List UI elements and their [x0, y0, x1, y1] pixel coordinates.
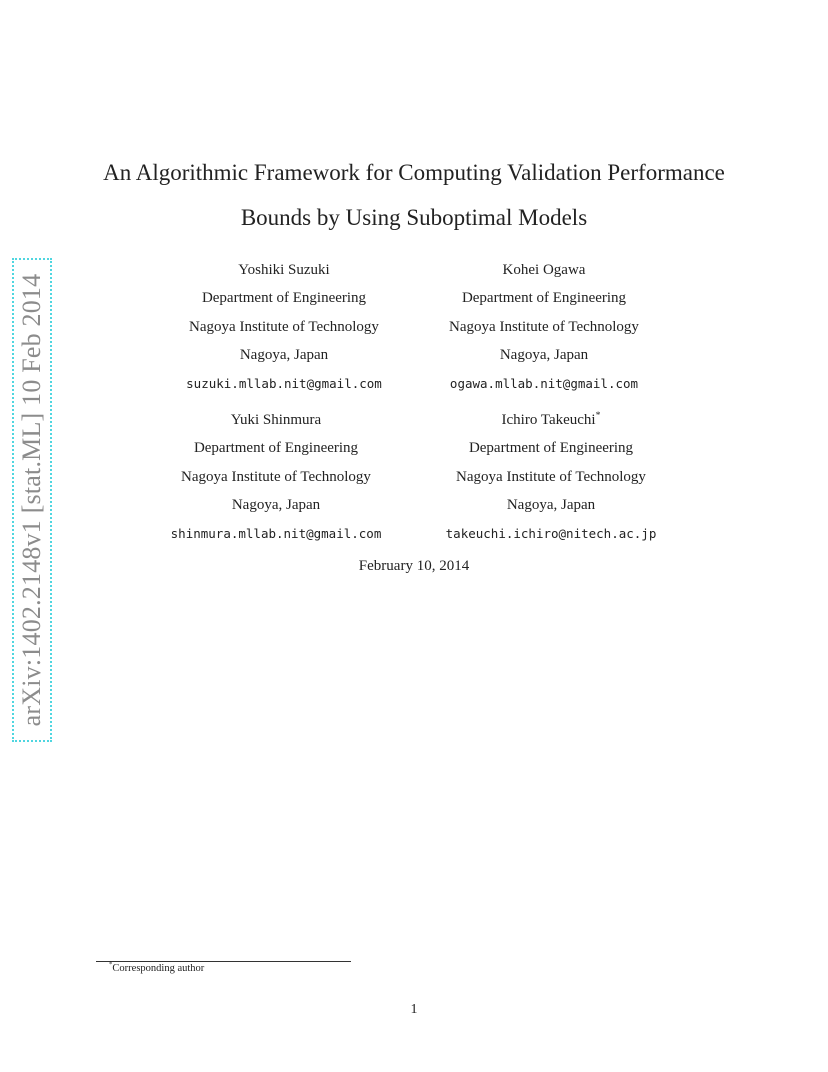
author-department: Department of Engineering [468, 440, 634, 457]
author-department: Department of Engineering [461, 290, 627, 307]
author-institution: Nagoya Institute of Technology [456, 468, 646, 485]
author-department: Department of Engineering [193, 440, 359, 457]
footnote-divider [96, 961, 351, 962]
paper-title-line-2: Bounds by Using Suboptimal Models [240, 205, 588, 230]
footnote-text: Corresponding author [112, 963, 205, 974]
author-name: Ichiro Takeuchi [501, 412, 596, 428]
footnote [109, 963, 204, 974]
author-name: Yoshiki Suzuki [238, 262, 330, 278]
author-block-suzuki [134, 256, 434, 398]
arxiv-identifier[interactable]: arXiv:1402.2148v1 [stat.ML] 10 Feb 2014 [17, 273, 46, 727]
author-name: Yuki Shinmura [230, 412, 322, 428]
author-institution: Nagoya Institute of Technology [189, 318, 379, 335]
author-email[interactable]: ogawa.mllab.nit@gmail.com [449, 375, 639, 391]
author-location: Nagoya, Japan [231, 497, 321, 514]
author-location: Nagoya, Japan [499, 347, 589, 364]
author-institution: Nagoya Institute of Technology [181, 468, 371, 485]
author-location: Nagoya, Japan [506, 497, 596, 514]
arxiv-stamp [12, 258, 52, 742]
author-block-shinmura [126, 406, 426, 548]
publication-date: February 10, 2014 [358, 558, 470, 574]
corresponding-author-mark[interactable]: * [595, 410, 601, 421]
author-name: Kohei Ogawa [502, 262, 586, 278]
author-location: Nagoya, Japan [239, 347, 329, 364]
author-name-line [401, 406, 701, 434]
author-email[interactable]: takeuchi.ichiro@nitech.ac.jp [445, 525, 657, 541]
author-department: Department of Engineering [201, 290, 367, 307]
author-institution: Nagoya Institute of Technology [449, 318, 639, 335]
author-email[interactable]: suzuki.mllab.nit@gmail.com [186, 375, 382, 391]
author-block-ogawa [394, 256, 694, 398]
page-number: 1 [410, 1002, 418, 1017]
footnote-mark: * [109, 961, 113, 969]
author-block-takeuchi [401, 406, 701, 548]
author-email[interactable]: shinmura.mllab.nit@gmail.com [170, 525, 382, 541]
paper-title-line-1: An Algorithmic Framework for Computing Validation Performance [103, 160, 725, 185]
